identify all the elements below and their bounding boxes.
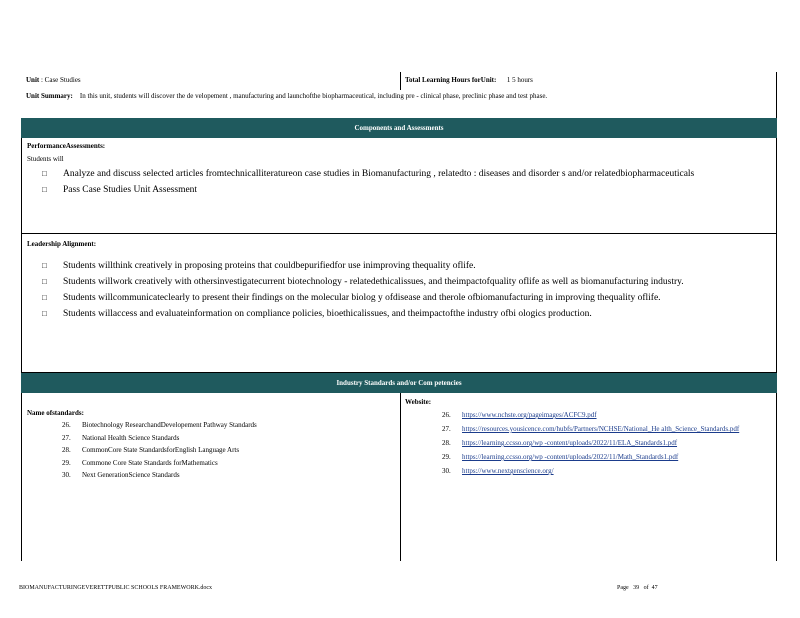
footer-filename: BIOMANUFACTURINGEVERETTPUBLIC SCHOOLS FRAMEWORK.docx <box>19 585 213 591</box>
leadership-alignment-header: Leadership Alignment: <box>27 240 97 248</box>
standards-column-divider <box>400 393 401 561</box>
unit-summary <box>26 91 766 102</box>
checkbox-bullet-icon: □ <box>42 293 47 302</box>
unit-field <box>26 76 81 84</box>
standards-section <box>21 393 777 561</box>
unit-label: Unit <box>26 76 40 84</box>
checkbox-bullet-icon: □ <box>42 261 47 270</box>
list-item: 29. Commone Core State Standards forMathematics <box>62 458 218 467</box>
total-hours-field <box>405 76 533 84</box>
unit-summary-row <box>21 90 777 118</box>
website-link[interactable]: https://resources.yousicence.com/hubfs/Partners/NCHSE/National_He alth_Science_Standards.pdf <box>462 425 740 433</box>
list-item: □ Students willthink creatively in proposing proteins that couldbepurifiedfor use inimproving thequality oflife. <box>42 258 752 274</box>
list-item: 27. https://resources.yousicence.com/hubfs/Partners/NCHSE/National_He alth_Science_Standards.pdf <box>442 425 740 433</box>
performance-assessments-header: PerformanceAssessments: <box>27 142 106 150</box>
performance-assessments-intro: Students will <box>27 155 64 163</box>
list-item: 28. CommonCore State StandardsforEnglish Language Arts <box>62 446 240 454</box>
standards-name-list <box>62 419 257 482</box>
unit-value: : Case Studies <box>40 76 81 84</box>
performance-assessments-section <box>21 138 777 234</box>
website-link[interactable]: https://learning.ccsso.org/wp -content/uploads/2022/11/ELA_Standards1.pdf <box>462 439 678 447</box>
website-header: Website: <box>405 398 432 406</box>
website-list <box>442 409 792 479</box>
footer-page-number: Page 39 of 47 <box>617 585 658 591</box>
list-item: □ Students willcommunicateclearly to present their findings on the molecular biolog y ofdisease and therole ofbiomanufacturing in improving thequality oflife. <box>42 290 752 306</box>
website-link[interactable]: https://learning.ccsso.org/wp -content/uploads/2022/11/Math_Standards1.pdf <box>462 453 679 461</box>
list-item: □ Students willwork creatively with othersinvestigatecurrent biotechnology - relatedethicalissues, and theimpactofquality oflife as well as biomanufacturing industry. <box>42 274 752 290</box>
checkbox-bullet-icon: □ <box>42 277 47 286</box>
list-item: □ Pass Case Studies Unit Assessment <box>42 182 752 198</box>
website-link[interactable]: https://www.nchste.org/pageimages/ACFC9.pdf <box>462 411 597 419</box>
list-item: □ Students willaccess and evaluateinformation on compliance policies, bioethicalissues, and theimpactofthe industry ofbi ologics production. <box>42 306 752 322</box>
checkbox-bullet-icon: □ <box>42 185 47 194</box>
unit-divider <box>400 72 401 90</box>
checkbox-bullet-icon: □ <box>42 309 47 318</box>
unit-summary-text: In this unit, students will discover the de velopement , manufacturing and launchofthe biopharmaceutical, including pre - clinical phase, preclinic phase and test phase. <box>79 92 548 100</box>
components-assessments-band: Components and Assessments <box>21 118 777 138</box>
list-item: 26. Biotechnology ResearchandDevelopement Pathway Standards <box>62 421 257 429</box>
list-item: 28. https://learning.ccsso.org/wp -content/uploads/2022/11/ELA_Standards1.pdf <box>442 439 678 447</box>
total-hours-label: Total Learning Hours forUnit: <box>405 76 497 84</box>
list-item: 30. https://www.nextgenscience.org/ <box>442 467 554 475</box>
total-hours-value: 1 5 hours <box>506 76 533 84</box>
checkbox-bullet-icon: □ <box>42 169 47 178</box>
list-item: 29. https://learning.ccsso.org/wp -content/uploads/2022/11/Math_Standards1.pdf <box>442 453 679 461</box>
document-page <box>21 72 777 561</box>
unit-summary-label: Unit Summary: <box>26 92 73 100</box>
list-item: 27. National Health Science Standards <box>62 433 180 442</box>
standards-name-header: Name ofstandards: <box>27 409 84 417</box>
leadership-alignment-section <box>21 234 777 373</box>
performance-list <box>42 166 752 198</box>
leadership-list <box>42 258 752 322</box>
list-item: □ Analyze and discuss selected articles fromtechnicalliteratureon case studies in Biomanufacturing , relatedto : diseases and disorder s and/or relatedbiopharmaceuticals <box>42 166 752 182</box>
list-item: 30. Next GenerationScience Standards <box>62 471 180 479</box>
industry-standards-band: Industry Standards and/or Com petencies <box>21 373 777 393</box>
list-item: 26. https://www.nchste.org/pageimages/ACFC9.pdf <box>442 411 597 419</box>
unit-row <box>21 72 777 90</box>
website-link[interactable]: https://www.nextgenscience.org/ <box>462 467 554 475</box>
